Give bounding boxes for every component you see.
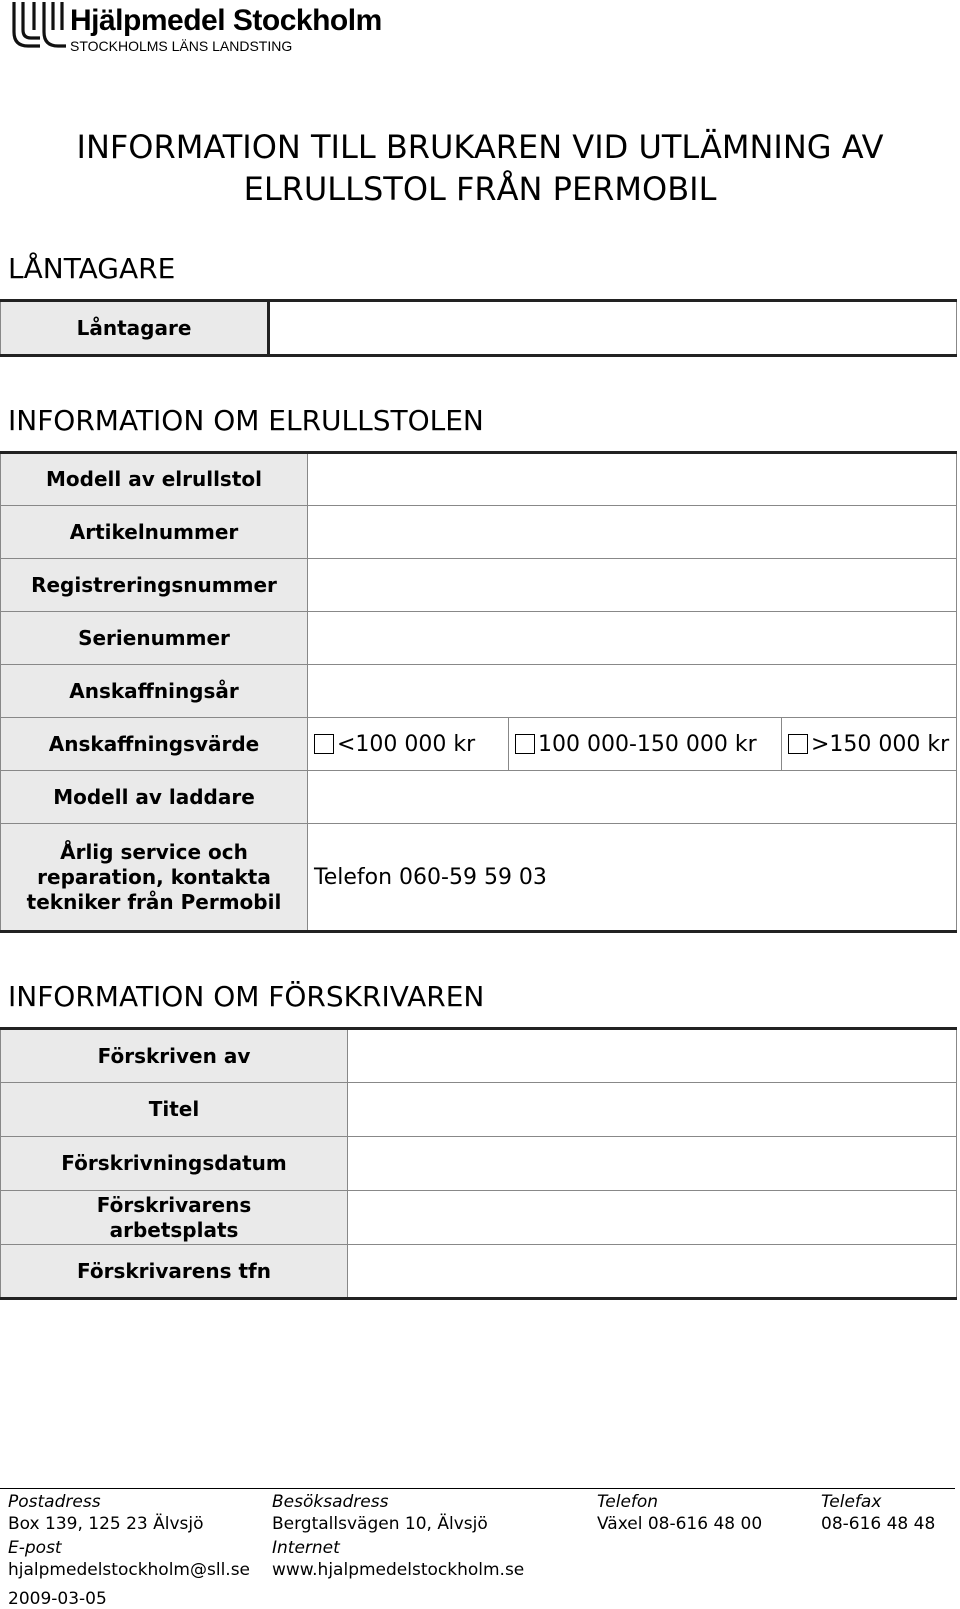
model-field[interactable] [308,453,957,506]
footer-web [272,1537,524,1581]
footer-postal [8,1491,204,1535]
registration-label: Registreringsnummer [1,559,308,612]
logo [10,0,390,56]
section-heading-prescriber: INFORMATION OM FÖRSKRIVAREN [8,980,485,1013]
borrower-label: Låntagare [1,301,269,356]
prescriber-phone-field[interactable] [348,1245,957,1299]
value-label: Anskaffningsvärde [1,718,308,771]
serial-label: Serienummer [1,612,308,665]
article-label: Artikelnummer [1,506,308,559]
footer-web-value[interactable]: www.hjalpmedelstockholm.se [272,1560,525,1580]
registration-field[interactable] [308,559,957,612]
checkbox-high[interactable] [788,734,808,754]
prescribed-by-field[interactable] [348,1029,957,1083]
footer-visit-label: Besöksadress [272,1492,389,1512]
prescription-date-label: Förskrivningsdatum [1,1137,348,1191]
prescriber-title-label: Titel [1,1083,348,1137]
section-heading-borrower: LÅNTAGARE [8,252,176,285]
footer-phone-value: Växel 08-616 48 00 [597,1514,763,1534]
footer-phone-label: Telefon [597,1492,659,1512]
service-value: Telefon 060-59 59 03 [308,824,957,932]
prescriber-workplace-field[interactable] [348,1191,957,1245]
section-heading-wheelchair: INFORMATION OM ELRULLSTOLEN [8,404,484,437]
footer-email-label: E-post [8,1538,62,1558]
charger-field[interactable] [308,771,957,824]
prescriber-phone-label: Förskrivarens tfn [1,1245,348,1299]
year-field[interactable] [308,665,957,718]
logo-name: Hjälpmedel Stockholm [70,4,382,37]
model-label: Modell av elrullstol [1,453,308,506]
footer-email-value[interactable]: hjalpmedelstockholm@sll.se [8,1560,251,1580]
footer-phone [597,1491,762,1535]
footer-fax-label: Telefax [821,1492,882,1512]
logo-mark-icon [10,0,68,52]
footer-visit-value: Bergtallsvägen 10, Älvsjö [272,1514,488,1534]
prescriber-table [0,1027,957,1300]
prescriber-title-field[interactable] [348,1083,957,1137]
charger-label: Modell av laddare [1,771,308,824]
footer-fax [821,1491,935,1535]
footer [0,1488,955,1580]
checkbox-low[interactable] [314,734,334,754]
value-option-low[interactable] [308,718,509,771]
value-option-mid[interactable] [509,718,782,771]
document-title [0,126,960,210]
year-label: Anskaffningsår [1,665,308,718]
borrower-field[interactable] [269,301,957,356]
serial-field[interactable] [308,612,957,665]
title-line-1: INFORMATION TILL BRUKAREN VID UTLÄMNING AV [76,128,884,166]
prescription-date-field[interactable] [348,1137,957,1191]
footer-email [8,1537,250,1581]
value-option-high-label: >150 000 kr [811,731,950,757]
logo-subtitle: STOCKHOLMS LÄNS LANDSTING [70,38,293,54]
wheelchair-table [0,451,957,933]
footer-postal-label: Postadress [8,1492,101,1512]
checkbox-mid[interactable] [515,734,535,754]
value-option-mid-label: 100 000-150 000 kr [538,731,757,757]
borrower-table [0,299,957,357]
footer-web-label: Internet [272,1538,340,1558]
footer-postal-value: Box 139, 125 23 Älvsjö [8,1514,204,1534]
document-date: 2009-03-05 [8,1589,107,1609]
article-field[interactable] [308,506,957,559]
footer-fax-value: 08-616 48 48 [821,1514,936,1534]
value-option-low-label: <100 000 kr [337,731,476,757]
footer-visit [272,1491,488,1535]
prescriber-workplace-label: Förskrivarens arbetsplats [1,1191,348,1245]
value-option-high[interactable] [782,718,957,771]
title-line-2: ELRULLSTOL FRÅN PERMOBIL [243,170,717,208]
service-label: Årlig service och reparation, kontakta tekniker från Permobil [1,824,308,932]
prescribed-by-label: Förskriven av [1,1029,348,1083]
